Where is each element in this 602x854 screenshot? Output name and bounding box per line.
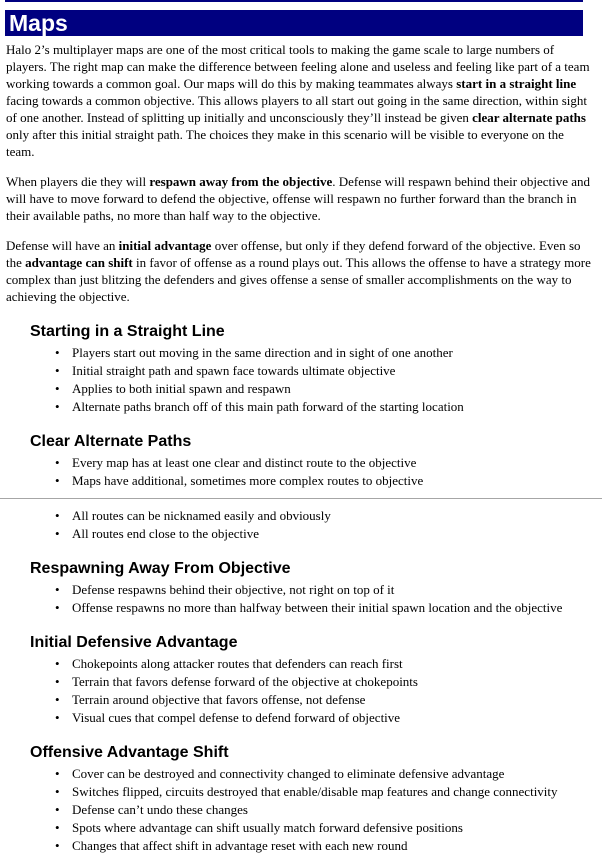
intro-paragraph-1 xyxy=(6,41,595,160)
bullet-item: • Cover can be destroyed and connectivity changed to eliminate defensive advantage xyxy=(72,765,602,782)
bullet-item: • Spots where advantage can shift usually match forward defensive positions xyxy=(72,819,602,836)
section-heading: Clear Alternate Paths xyxy=(30,433,192,450)
bullet-item: • Visual cues that compel defense to defend forward of objective xyxy=(72,709,602,726)
bullet-item: • Offense respawns no more than halfway between their initial spawn location and the objective xyxy=(72,599,602,616)
bold-phrase: initial advantage xyxy=(118,238,212,253)
text-run: Halo 2’s multiplayer maps are one of the most critical tools to making the game scale to large numbers of players. The right map can make the difference between feeling alone and useless and feeling like part of a team working towards a common goal. Our maps will do this by making teammates always xyxy=(6,42,590,91)
page-title: Maps xyxy=(9,10,68,36)
bold-phrase: respawn away from the objective xyxy=(149,174,333,189)
bullet-list xyxy=(0,581,602,616)
intro-paragraphs xyxy=(0,41,602,305)
bullet-item: • Chokepoints along attacker routes that defenders can reach first xyxy=(72,655,602,672)
section-heading: Starting in a Straight Line xyxy=(30,323,225,340)
bullet-item: • All routes end close to the objective xyxy=(72,525,602,542)
bullet-item: • Changes that affect shift in advantage reset with each new round xyxy=(72,837,602,854)
bullet-item: • Every map has at least one clear and distinct route to the objective xyxy=(72,454,602,471)
bullet-item: • All routes can be nicknamed easily and obviously xyxy=(72,507,602,524)
bold-phrase: start in a straight line xyxy=(456,76,577,91)
bullet-item: • Defense respawns behind their objective, not right on top of it xyxy=(72,581,602,598)
bullet-list xyxy=(0,344,602,415)
text-run: over offense, but only if they defend forward of the objective. Even so the xyxy=(6,238,581,270)
bullet-item: • Applies to both initial spawn and respawn xyxy=(72,380,602,397)
bullet-item: • Alternate paths branch off of this main path forward of the starting location xyxy=(72,398,602,415)
section-heading: Offensive Advantage Shift xyxy=(30,744,229,761)
section-list xyxy=(0,322,602,854)
text-run: only after this initial straight path. The choices they make in this scenario will be visible to everyone on the team. xyxy=(6,127,564,159)
bullet-item: • Maps have additional, sometimes more complex routes to objective xyxy=(72,472,602,489)
intro-paragraph-2 xyxy=(6,173,595,224)
section-heading: Respawning Away From Objective xyxy=(30,560,291,577)
previous-header-bar-remnant xyxy=(5,0,583,2)
page-break-divider xyxy=(0,498,602,499)
section-heading: Initial Defensive Advantage xyxy=(30,634,238,651)
text-run: facing towards a common objective. This allows players to all start out going in the same direction, within sight of one another. Instead of splitting up initially and unconsciously they’ll instead be given xyxy=(6,93,588,125)
bold-phrase: clear alternate paths xyxy=(472,110,586,125)
bullet-item: • Defense can’t undo these changes xyxy=(72,801,602,818)
bold-phrase: advantage can shift xyxy=(25,255,133,270)
text-run: . Defense will respawn behind their objective and will have to move forward to defend the objective, offense will respawn no further forward than the branch in their available paths, no more than half way to the objective. xyxy=(6,174,591,223)
bullet-list xyxy=(0,655,602,726)
bullet-item: • Switches flipped, circuits destroyed that enable/disable map features and change connectivity xyxy=(72,783,602,800)
text-run: in favor of offense as a round plays out. This allows the offense to have a strategy more complex than just blitzing the defenders and gives offense a sense of smaller accomplishments on the way to achieving the objective. xyxy=(6,255,591,304)
bullet-item: • Initial straight path and spawn face towards ultimate objective xyxy=(72,362,602,379)
bullet-list xyxy=(0,454,602,489)
title-bar xyxy=(5,10,583,36)
bullet-item: • Terrain around objective that favors offense, not defense xyxy=(72,691,602,708)
bullet-item: • Terrain that favors defense forward of the objective at chokepoints xyxy=(72,673,602,690)
bullet-list xyxy=(0,507,602,542)
text-run: Defense will have an xyxy=(6,238,119,253)
text-run: When players die they will xyxy=(6,174,150,189)
bullet-list xyxy=(0,765,602,854)
bullet-item: • Players start out moving in the same direction and in sight of one another xyxy=(72,344,602,361)
intro-paragraph-3 xyxy=(6,237,595,305)
